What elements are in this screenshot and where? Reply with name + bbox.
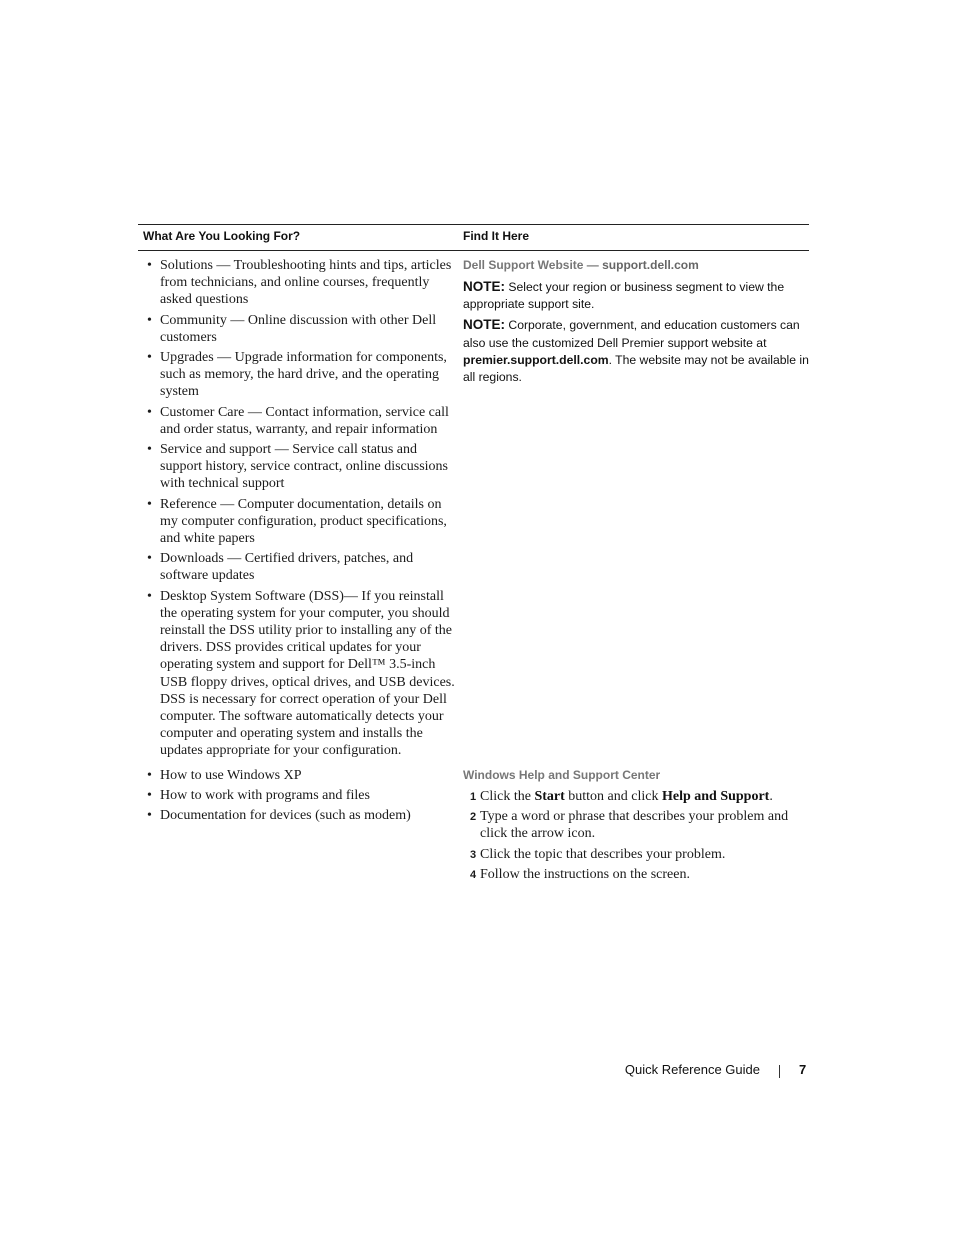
- table-row: [138, 257, 809, 767]
- step-number: 3: [470, 848, 477, 861]
- looking-for-list: [138, 257, 458, 760]
- header-what-looking-for: What Are You Looking For?: [143, 229, 301, 243]
- find-it-cell: [463, 257, 809, 389]
- support-link[interactable]: support.dell.com: [602, 258, 699, 272]
- bullet-icon: •: [147, 258, 152, 273]
- list-item: • Community — Online discussion with other Dell customers: [147, 312, 437, 345]
- table-row: [138, 767, 809, 897]
- bullet-icon: •: [147, 404, 152, 420]
- step-item: 4 Follow the instructions on the screen.: [463, 866, 809, 883]
- step-number: 2: [470, 811, 477, 824]
- bullet-icon: •: [147, 808, 152, 824]
- bullet-icon: •: [147, 350, 152, 366]
- note-premier: NOTE: Corporate, government, and education customers can also use the customized Dell Premier support website at premier.support.dell.com. The website may not be available in all regions.: [463, 317, 809, 385]
- guide-title: Quick Reference Guide: [624, 1062, 760, 1077]
- bullet-icon: •: [147, 496, 152, 512]
- page-footer: [0, 1062, 954, 1082]
- list-item: • Solutions — Troubleshooting hints and tips, articles from technicians, and online courses, frequently asked questions: [147, 258, 452, 308]
- step-item: 1 Click the Start button and click Help and Support.: [463, 788, 809, 805]
- looking-for-cell: [138, 257, 458, 763]
- step-number: 4: [470, 868, 477, 881]
- step-item: 2 Type a word or phrase that describes your problem and click the arrow icon.: [470, 809, 789, 842]
- list-item: • Service and support — Service call status and support history, service contract, online discussions with technical support: [147, 442, 448, 492]
- step-number: 1: [470, 791, 477, 803]
- list-item: • Upgrades — Upgrade information for components, such as memory, the hard drive, and the operating system: [147, 350, 447, 400]
- list-item: • Desktop System Software (DSS)— If you reinstall the operating system for your computer, you should reinstall the DSS utility prior to installing any of the drivers. DSS provides critical updates for your operating system and support for Dell™ 3.5-inch USB floppy drives, optical drives, and USB devices. DSS is necessary for correct operation of your Dell computer. The software automatically detects your computer and operating system and installs the updates appropriate for your configuration.: [147, 588, 455, 759]
- note-region: NOTE: Select your region or business segment to view the appropriate support site.: [463, 279, 785, 312]
- list-item: • Documentation for devices (such as modem): [147, 808, 411, 824]
- bullet-icon: •: [147, 551, 152, 567]
- note-label: NOTE:: [463, 317, 505, 333]
- info-table: [138, 224, 809, 897]
- looking-for-cell: [138, 767, 458, 828]
- note-label: NOTE:: [463, 279, 505, 294]
- bullet-icon: •: [147, 588, 152, 604]
- list-item: • Customer Care — Contact information, service call and order status, warranty, and repair information: [147, 404, 449, 437]
- bullet-icon: •: [147, 312, 152, 328]
- footer-divider: [779, 1065, 780, 1078]
- dell-support-heading: Dell Support Website — support.dell.com: [463, 258, 699, 272]
- premier-support-link[interactable]: premier.support.dell.com: [463, 352, 609, 367]
- list-item: • Downloads — Certified drivers, patches, and software updates: [147, 551, 414, 584]
- bullet-icon: •: [147, 788, 152, 804]
- list-item: • How to work with programs and files: [147, 788, 370, 804]
- bullet-icon: •: [147, 442, 152, 458]
- list-item: • Reference — Computer documentation, details on my computer configuration, product specifications, and white papers: [147, 496, 447, 547]
- list-item: • How to use Windows XP: [147, 768, 302, 783]
- page-number: 7: [799, 1062, 807, 1077]
- find-it-cell: [463, 767, 809, 886]
- looking-for-list: [138, 767, 458, 825]
- header-find-it-here: Find It Here: [463, 229, 530, 243]
- windows-help-heading: Windows Help and Support Center: [463, 768, 661, 782]
- step-item: 3 Click the topic that describes your problem.: [463, 846, 809, 863]
- table-header: [138, 224, 809, 251]
- help-steps: [463, 788, 809, 883]
- bullet-icon: •: [147, 768, 152, 783]
